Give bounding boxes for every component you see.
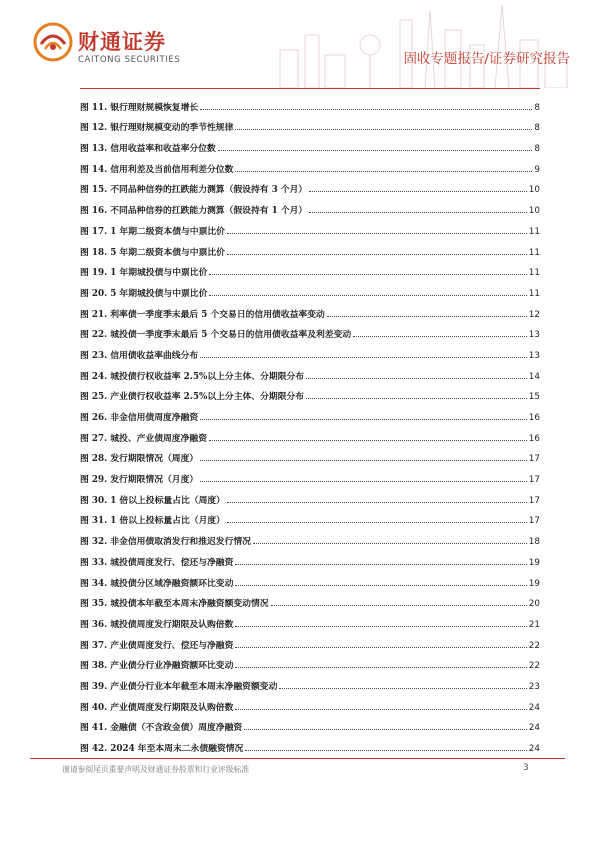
toc-entry-page: 9 — [534, 164, 540, 175]
toc-entry-label: 图 30. 1 倍以上投标量占比（周度） — [80, 495, 225, 506]
toc-entry-label: 图 42. 2024 年至本周末二永债融资情况 — [80, 744, 244, 754]
toc-leader-dots — [209, 440, 527, 441]
toc-entry-label: 图 29. 发行期限情况（月度） — [80, 475, 199, 486]
toc-entry-label: 图 24. 城投债行权收益率 2.5%以上分主体、分期限分布 — [80, 371, 305, 382]
toc-entry-page: 16 — [528, 413, 540, 423]
toc-leader-dots — [209, 274, 526, 275]
toc-entry[interactable] — [80, 630, 540, 651]
toc-entry[interactable] — [80, 423, 540, 444]
toc-entry[interactable] — [80, 485, 540, 506]
caitong-logo-icon — [33, 22, 73, 62]
toc-entry-label: 图 33. 城投债周度发行、偿还与净融资 — [80, 557, 234, 568]
logo-text: 财通证券 — [78, 30, 166, 54]
toc-leader-dots — [306, 378, 527, 379]
report-type-label: 固收专题报告/证券研究报告 — [403, 51, 570, 67]
toc-entry-label: 图 28. 发行期限情况（周度） — [80, 454, 199, 465]
toc-entry-page: 19 — [528, 557, 540, 568]
toc-entry-page: 24 — [528, 723, 540, 734]
toc-leader-dots — [227, 233, 527, 234]
toc-entry[interactable] — [80, 651, 540, 672]
toc-entry-label: 图 40. 产业债周度发行期限及认购倍数 — [80, 702, 234, 713]
toc-entry-page: 19 — [528, 578, 540, 589]
toc-entry[interactable] — [80, 320, 540, 341]
toc-entry[interactable] — [80, 547, 540, 568]
toc-entry-label: 图 22. 城投债一季度季末最后 5 个交易日的信用债收益率及利差变动 — [80, 330, 352, 341]
toc-entry-label: 图 37. 产业债周度发行、偿还与净融资 — [80, 640, 234, 651]
toc-entry[interactable] — [80, 671, 540, 692]
toc-entry-label: 图 41. 金融债（不含政金债）周度净融资 — [80, 723, 243, 734]
toc-entry-label: 图 18. 5 年期二级资本债与中票比价 — [80, 247, 225, 258]
toc-leader-dots — [235, 667, 526, 668]
toc-entry-page: 21 — [528, 619, 540, 630]
toc-leader-dots — [309, 212, 527, 213]
toc-entry[interactable] — [80, 444, 540, 465]
toc-leader-dots — [200, 481, 527, 482]
toc-entry-page: 17 — [528, 454, 540, 465]
toc-entry-label: 图 39. 产业债分行业本年截至本周末净融资额变动 — [80, 681, 278, 692]
toc-entry[interactable] — [80, 278, 540, 299]
toc-entry-page: 13 — [528, 350, 540, 361]
toc-entry-label: 图 38. 产业债分行业净融资额环比变动 — [80, 661, 234, 672]
toc-entry[interactable] — [80, 733, 540, 754]
toc-entry[interactable] — [80, 402, 540, 423]
toc-entry-label: 图 20. 5 年期城投债与中票比价 — [80, 288, 208, 299]
page-number: 3 — [523, 763, 529, 773]
toc-entry[interactable] — [80, 464, 540, 485]
toc-entry-label: 图 17. 1 年期二级资本债与中票比价 — [80, 226, 225, 237]
toc-entry-page: 11 — [528, 268, 540, 279]
toc-entry-page: 17 — [528, 475, 540, 486]
toc-entry-label: 图 16. 不同品种信券的扛跌能力测算（假设持有 1 个月） — [80, 206, 308, 217]
toc-leader-dots — [235, 564, 526, 565]
footer-disclaimer: 谨请参阅尾页重要声明及财通证券股票和行业评级标准 — [62, 765, 250, 774]
toc-entry[interactable] — [80, 113, 540, 134]
toc-entry-page: 22 — [528, 661, 540, 672]
toc-leader-dots — [227, 254, 527, 255]
toc-entry-page: 8 — [534, 102, 540, 113]
toc-leader-dots — [306, 398, 527, 399]
toc-entry-label: 图 27. 城投、产业债周度净融资 — [80, 433, 207, 444]
toc-leader-dots — [235, 129, 532, 130]
toc-entry[interactable] — [80, 713, 540, 734]
toc-entry-label: 图 34. 城投债分区域净融资额环比变动 — [80, 578, 234, 589]
toc-leader-dots — [227, 502, 527, 503]
toc-entry-label: 图 23. 信用债收益率曲线分布 — [80, 350, 199, 361]
toc-entry-page: 8 — [534, 144, 540, 155]
toc-entry-page: 11 — [528, 226, 540, 237]
footer-divider — [30, 758, 565, 759]
toc-entry-label: 图 14. 信用利差及当前信用利差分位数 — [80, 164, 234, 175]
toc-leader-dots — [279, 688, 526, 689]
toc-entry[interactable] — [80, 175, 540, 196]
toc-entry[interactable] — [80, 589, 540, 610]
toc-entry-label: 图 12. 银行理财规模变动的季节性规律 — [80, 123, 234, 134]
toc-leader-dots — [235, 626, 526, 627]
toc-entry-label: 图 31. 1 倍以上投标量占比（月度） — [80, 516, 225, 527]
toc-entry-label: 图 35. 城投债本年截至本周末净融资额变动情况 — [80, 599, 269, 610]
toc-entry-page: 11 — [528, 247, 540, 258]
toc-entry[interactable] — [80, 299, 540, 320]
toc-entry[interactable] — [80, 526, 540, 547]
toc-entry-page: 11 — [528, 288, 540, 299]
toc-entry-label: 图 13. 信用收益率和收益率分位数 — [80, 144, 216, 155]
toc-entry-page: 8 — [534, 123, 540, 134]
city-skyline-watermark — [250, 0, 595, 88]
toc-leader-dots — [227, 522, 527, 523]
toc-leader-dots — [200, 460, 527, 461]
toc-entry[interactable] — [80, 133, 540, 154]
toc-entry-label: 图 19. 1 年期城投债与中票比价 — [80, 268, 208, 279]
toc-entry-label: 图 15. 不同品种信券的扛跌能力测算（假设持有 3 个月） — [80, 185, 308, 196]
toc-entry[interactable] — [80, 506, 540, 527]
toc-leader-dots — [253, 543, 527, 544]
toc-entry[interactable] — [80, 609, 540, 630]
toc-leader-dots — [235, 647, 526, 648]
toc-leader-dots — [235, 171, 532, 172]
figure-list — [80, 92, 540, 754]
toc-leader-dots — [353, 336, 527, 337]
toc-leader-dots — [235, 585, 526, 586]
toc-entry-label: 图 11. 银行理财规模恢复增长 — [80, 102, 199, 113]
toc-entry[interactable] — [80, 382, 540, 403]
toc-entry[interactable] — [80, 692, 540, 713]
toc-entry[interactable] — [80, 361, 540, 382]
toc-entry-label: 图 21. 利率债一季度季末最后 5 个交易日的信用债收益率变动 — [80, 309, 325, 320]
toc-entry-page: 20 — [528, 599, 540, 610]
toc-entry[interactable] — [80, 92, 540, 113]
toc-entry-page: 24 — [528, 744, 540, 754]
toc-entry-page: 22 — [528, 640, 540, 651]
toc-leader-dots — [218, 150, 533, 151]
toc-entry-label: 图 25. 产业债行权收益率 2.5%以上分主体、分期限分布 — [80, 392, 305, 403]
toc-entry-label: 图 36. 城投债周度发行期限及认购倍数 — [80, 619, 234, 630]
toc-leader-dots — [245, 750, 526, 751]
toc-entry-page: 18 — [528, 537, 540, 548]
toc-leader-dots — [200, 357, 527, 358]
toc-leader-dots — [244, 729, 527, 730]
toc-leader-dots — [200, 109, 532, 110]
toc-entry-page: 17 — [528, 495, 540, 506]
toc-entry-page: 15 — [528, 392, 540, 403]
toc-entry[interactable] — [80, 216, 540, 237]
header-divider — [80, 88, 540, 89]
toc-leader-dots — [327, 316, 527, 317]
toc-leader-dots — [209, 295, 526, 296]
toc-entry-page: 13 — [528, 330, 540, 341]
toc-leader-dots — [235, 709, 526, 710]
toc-entry[interactable] — [80, 258, 540, 279]
logo-english-text: CAITONG SECURITIES — [78, 55, 181, 65]
toc-leader-dots — [271, 605, 527, 606]
toc-entry-page: 16 — [528, 433, 540, 444]
toc-entry-page: 10 — [528, 185, 540, 196]
toc-entry-label: 图 26. 非金信用债周度净融资 — [80, 413, 199, 423]
toc-entry-page: 17 — [528, 516, 540, 527]
toc-entry[interactable] — [80, 195, 540, 216]
toc-entry-page: 10 — [528, 206, 540, 217]
toc-entry-page: 24 — [528, 702, 540, 713]
toc-entry-page: 23 — [528, 681, 540, 692]
toc-entry-page: 12 — [528, 309, 540, 320]
toc-entry[interactable] — [80, 154, 540, 175]
toc-entry[interactable] — [80, 568, 540, 589]
toc-entry[interactable] — [80, 237, 540, 258]
page-header — [0, 0, 595, 90]
toc-entry-label: 图 32. 非金信用债取消发行和推迟发行情况 — [80, 537, 251, 548]
toc-entry-page: 14 — [528, 371, 540, 382]
toc-leader-dots — [200, 419, 527, 420]
toc-leader-dots — [309, 191, 527, 192]
toc-entry[interactable] — [80, 340, 540, 361]
